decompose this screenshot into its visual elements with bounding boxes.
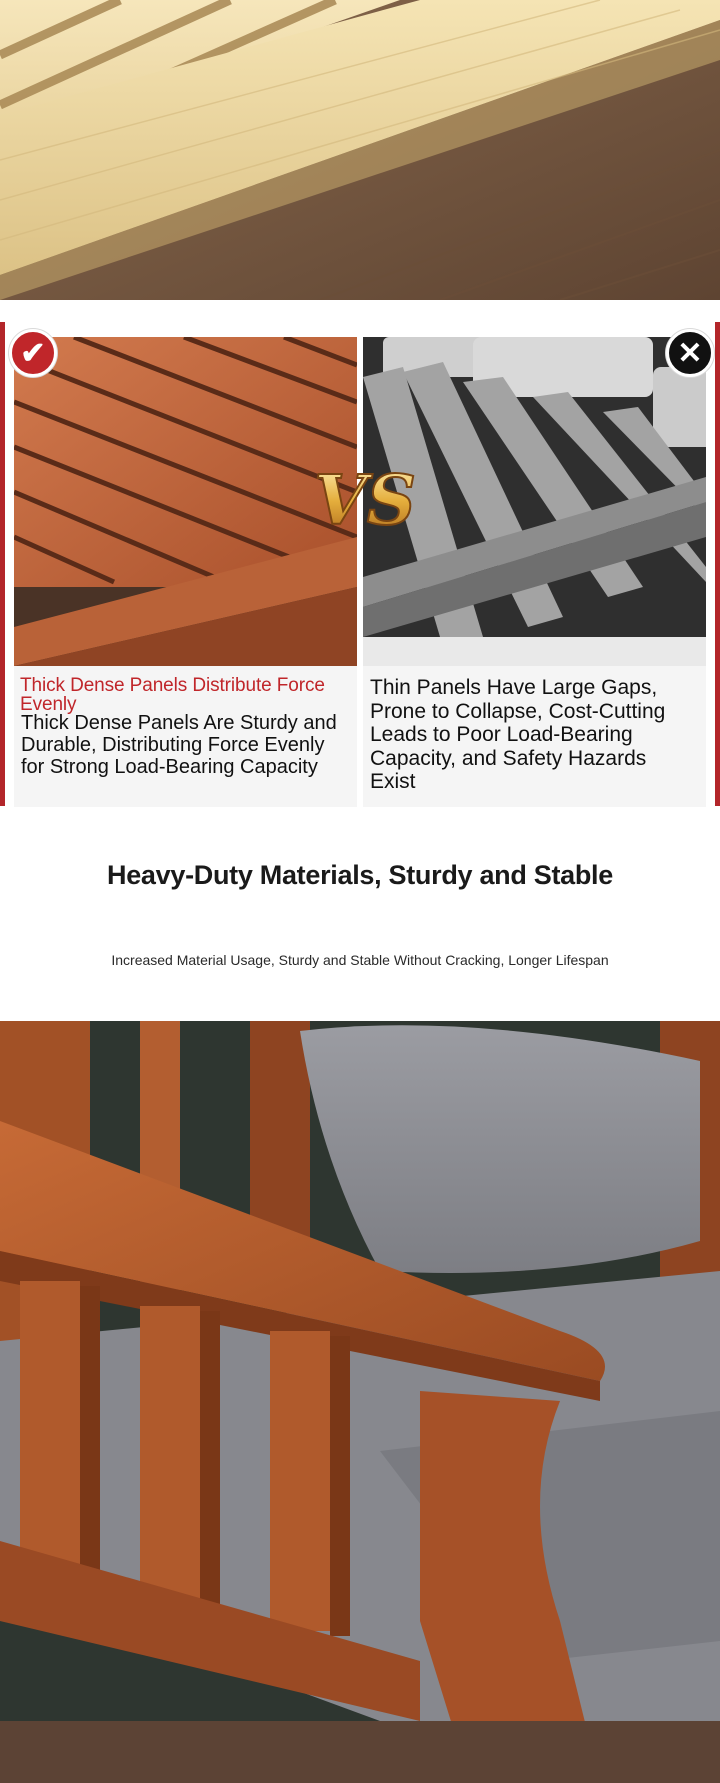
top-wood-photo <box>0 0 720 300</box>
red-border-left <box>0 322 5 806</box>
good-title: Thick Dense Panels Distribute Force Evenly <box>20 675 325 715</box>
red-border-right <box>715 322 720 806</box>
sofa-armrest-photo <box>0 1021 720 1783</box>
comparison-section <box>0 320 720 808</box>
close-icon: ✕ <box>666 329 714 377</box>
good-comparison-panel <box>14 337 357 807</box>
good-description: Thick Dense Panels Are Sturdy and Durable, Distributing Force Evenly for Strong Load-Bearing Capacity <box>21 712 337 778</box>
thick-panels-photo <box>14 337 357 666</box>
vs-icon <box>310 460 420 540</box>
section-subheading: Increased Material Usage, Sturdy and Stable Without Cracking, Longer Lifespan <box>111 952 609 968</box>
bad-comparison-panel <box>363 337 706 807</box>
good-caption <box>14 666 357 807</box>
section-heading: Heavy-Duty Materials, Sturdy and Stable <box>107 860 613 890</box>
check-icon: ✔ <box>9 329 57 377</box>
bad-description: Thin Panels Have Large Gaps, Prone to Collapse, Cost-Cutting Leads to Poor Load-Bearing Capacity, and Safety Hazards Exist <box>370 676 666 793</box>
vs-label: VS <box>314 461 416 540</box>
bad-caption <box>363 666 706 807</box>
